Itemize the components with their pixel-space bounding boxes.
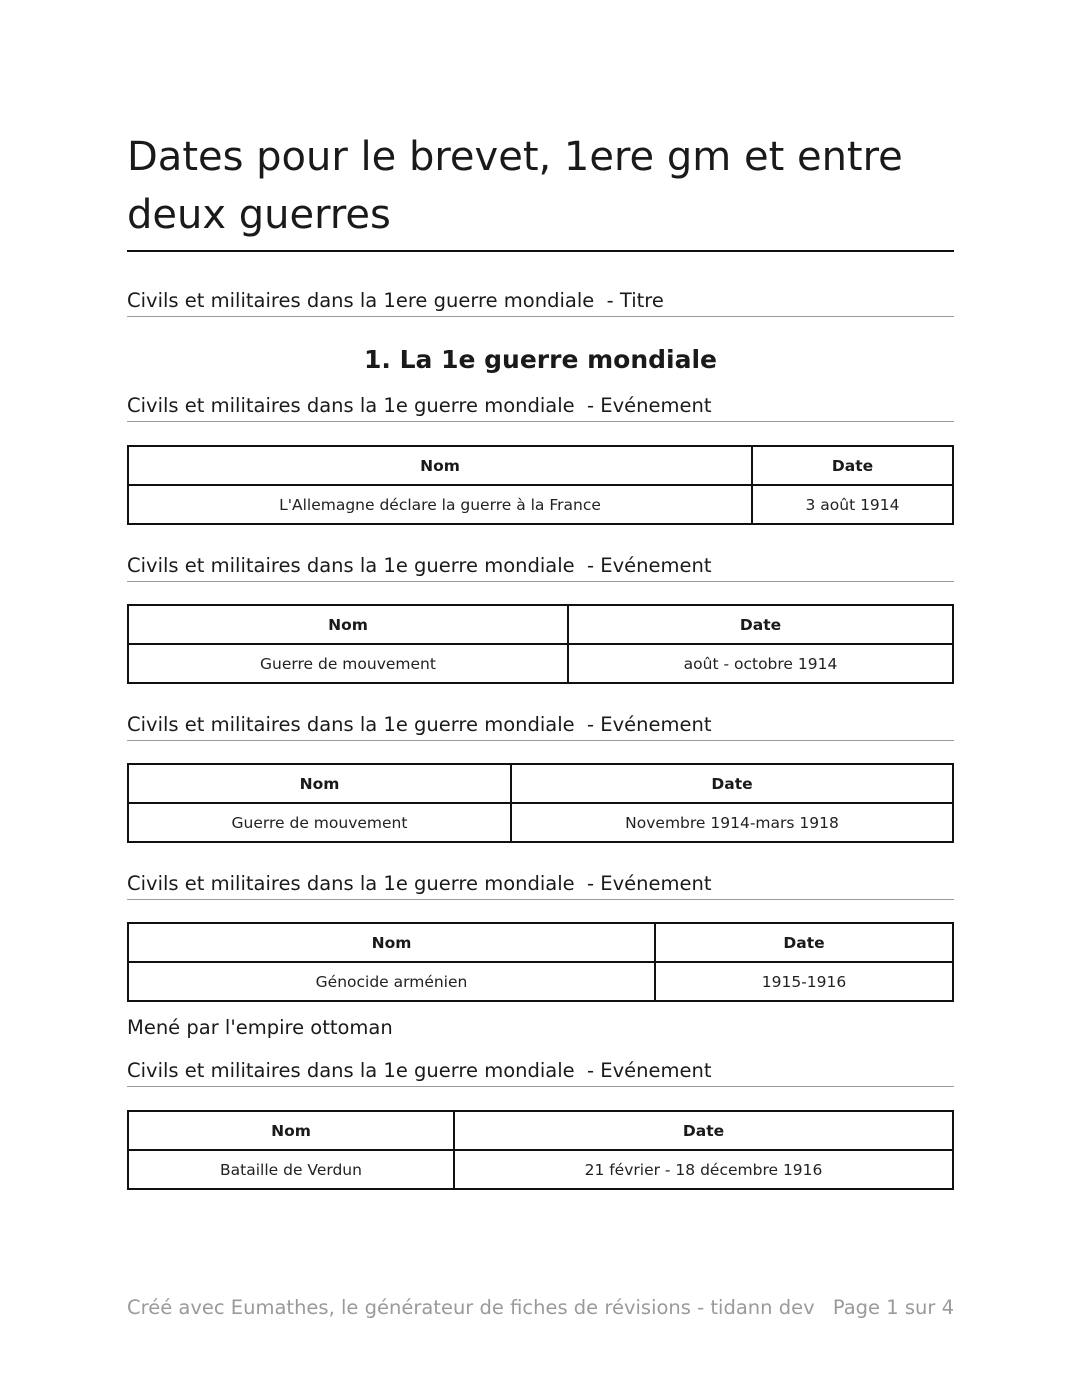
column-header-date: Date bbox=[655, 923, 953, 962]
table-header-row bbox=[128, 764, 953, 803]
event-date: août - octobre 1914 bbox=[568, 644, 953, 683]
table-row bbox=[128, 1150, 953, 1189]
table-row bbox=[128, 962, 953, 1001]
table-row bbox=[128, 485, 953, 524]
document-title: Dates pour le brevet, 1ere gm et entre deux guerres bbox=[127, 128, 954, 252]
column-header-name: Nom bbox=[128, 446, 752, 485]
event-date: Novembre 1914-mars 1918 bbox=[511, 803, 953, 842]
column-header-date: Date bbox=[752, 446, 953, 485]
column-header-date: Date bbox=[568, 605, 953, 644]
table-header-row bbox=[128, 605, 953, 644]
footer-credit: Créé avec Eumathes, le générateur de fiches de révisions - tidann dev bbox=[127, 1296, 815, 1319]
table-header-row bbox=[128, 1111, 953, 1150]
event-table bbox=[127, 763, 954, 843]
table-row bbox=[128, 803, 953, 842]
event-name: Bataille de Verdun bbox=[128, 1150, 454, 1189]
table-header-row bbox=[128, 446, 953, 485]
event-name: Génocide arménien bbox=[128, 962, 655, 1001]
page-footer bbox=[127, 1295, 954, 1321]
event-date: 21 février - 18 décembre 1916 bbox=[454, 1150, 953, 1189]
column-header-date: Date bbox=[454, 1111, 953, 1150]
column-header-name: Nom bbox=[128, 605, 568, 644]
event-table bbox=[127, 445, 954, 525]
column-header-date: Date bbox=[511, 764, 953, 803]
event-name: Guerre de mouvement bbox=[128, 644, 568, 683]
section-heading: 1. La 1e guerre mondiale bbox=[363, 345, 717, 374]
event-subheading: Civils et militaires dans la 1e guerre mondiale - Evénement bbox=[127, 393, 954, 422]
event-name: L'Allemagne déclare la guerre à la France bbox=[128, 485, 752, 524]
event-date: 1915-1916 bbox=[655, 962, 953, 1001]
column-header-name: Nom bbox=[128, 923, 655, 962]
column-header-name: Nom bbox=[128, 764, 511, 803]
event-table bbox=[127, 1110, 954, 1190]
event-table bbox=[127, 604, 954, 684]
event-table bbox=[127, 922, 954, 1002]
table-header-row bbox=[128, 923, 953, 962]
title-subheading: Civils et militaires dans la 1ere guerre mondiale - Titre bbox=[127, 288, 954, 317]
event-subheading: Civils et militaires dans la 1e guerre mondiale - Evénement bbox=[127, 1058, 954, 1087]
event-subheading: Civils et militaires dans la 1e guerre mondiale - Evénement bbox=[127, 712, 954, 741]
event-date: 3 août 1914 bbox=[752, 485, 953, 524]
event-subheading: Civils et militaires dans la 1e guerre mondiale - Evénement bbox=[127, 553, 954, 582]
table-row bbox=[128, 644, 953, 683]
event-note: Mené par l'empire ottoman bbox=[127, 1016, 393, 1039]
event-subheading: Civils et militaires dans la 1e guerre mondiale - Evénement bbox=[127, 871, 954, 900]
page-number: Page 1 sur 4 bbox=[832, 1296, 954, 1319]
column-header-name: Nom bbox=[128, 1111, 454, 1150]
event-name: Guerre de mouvement bbox=[128, 803, 511, 842]
